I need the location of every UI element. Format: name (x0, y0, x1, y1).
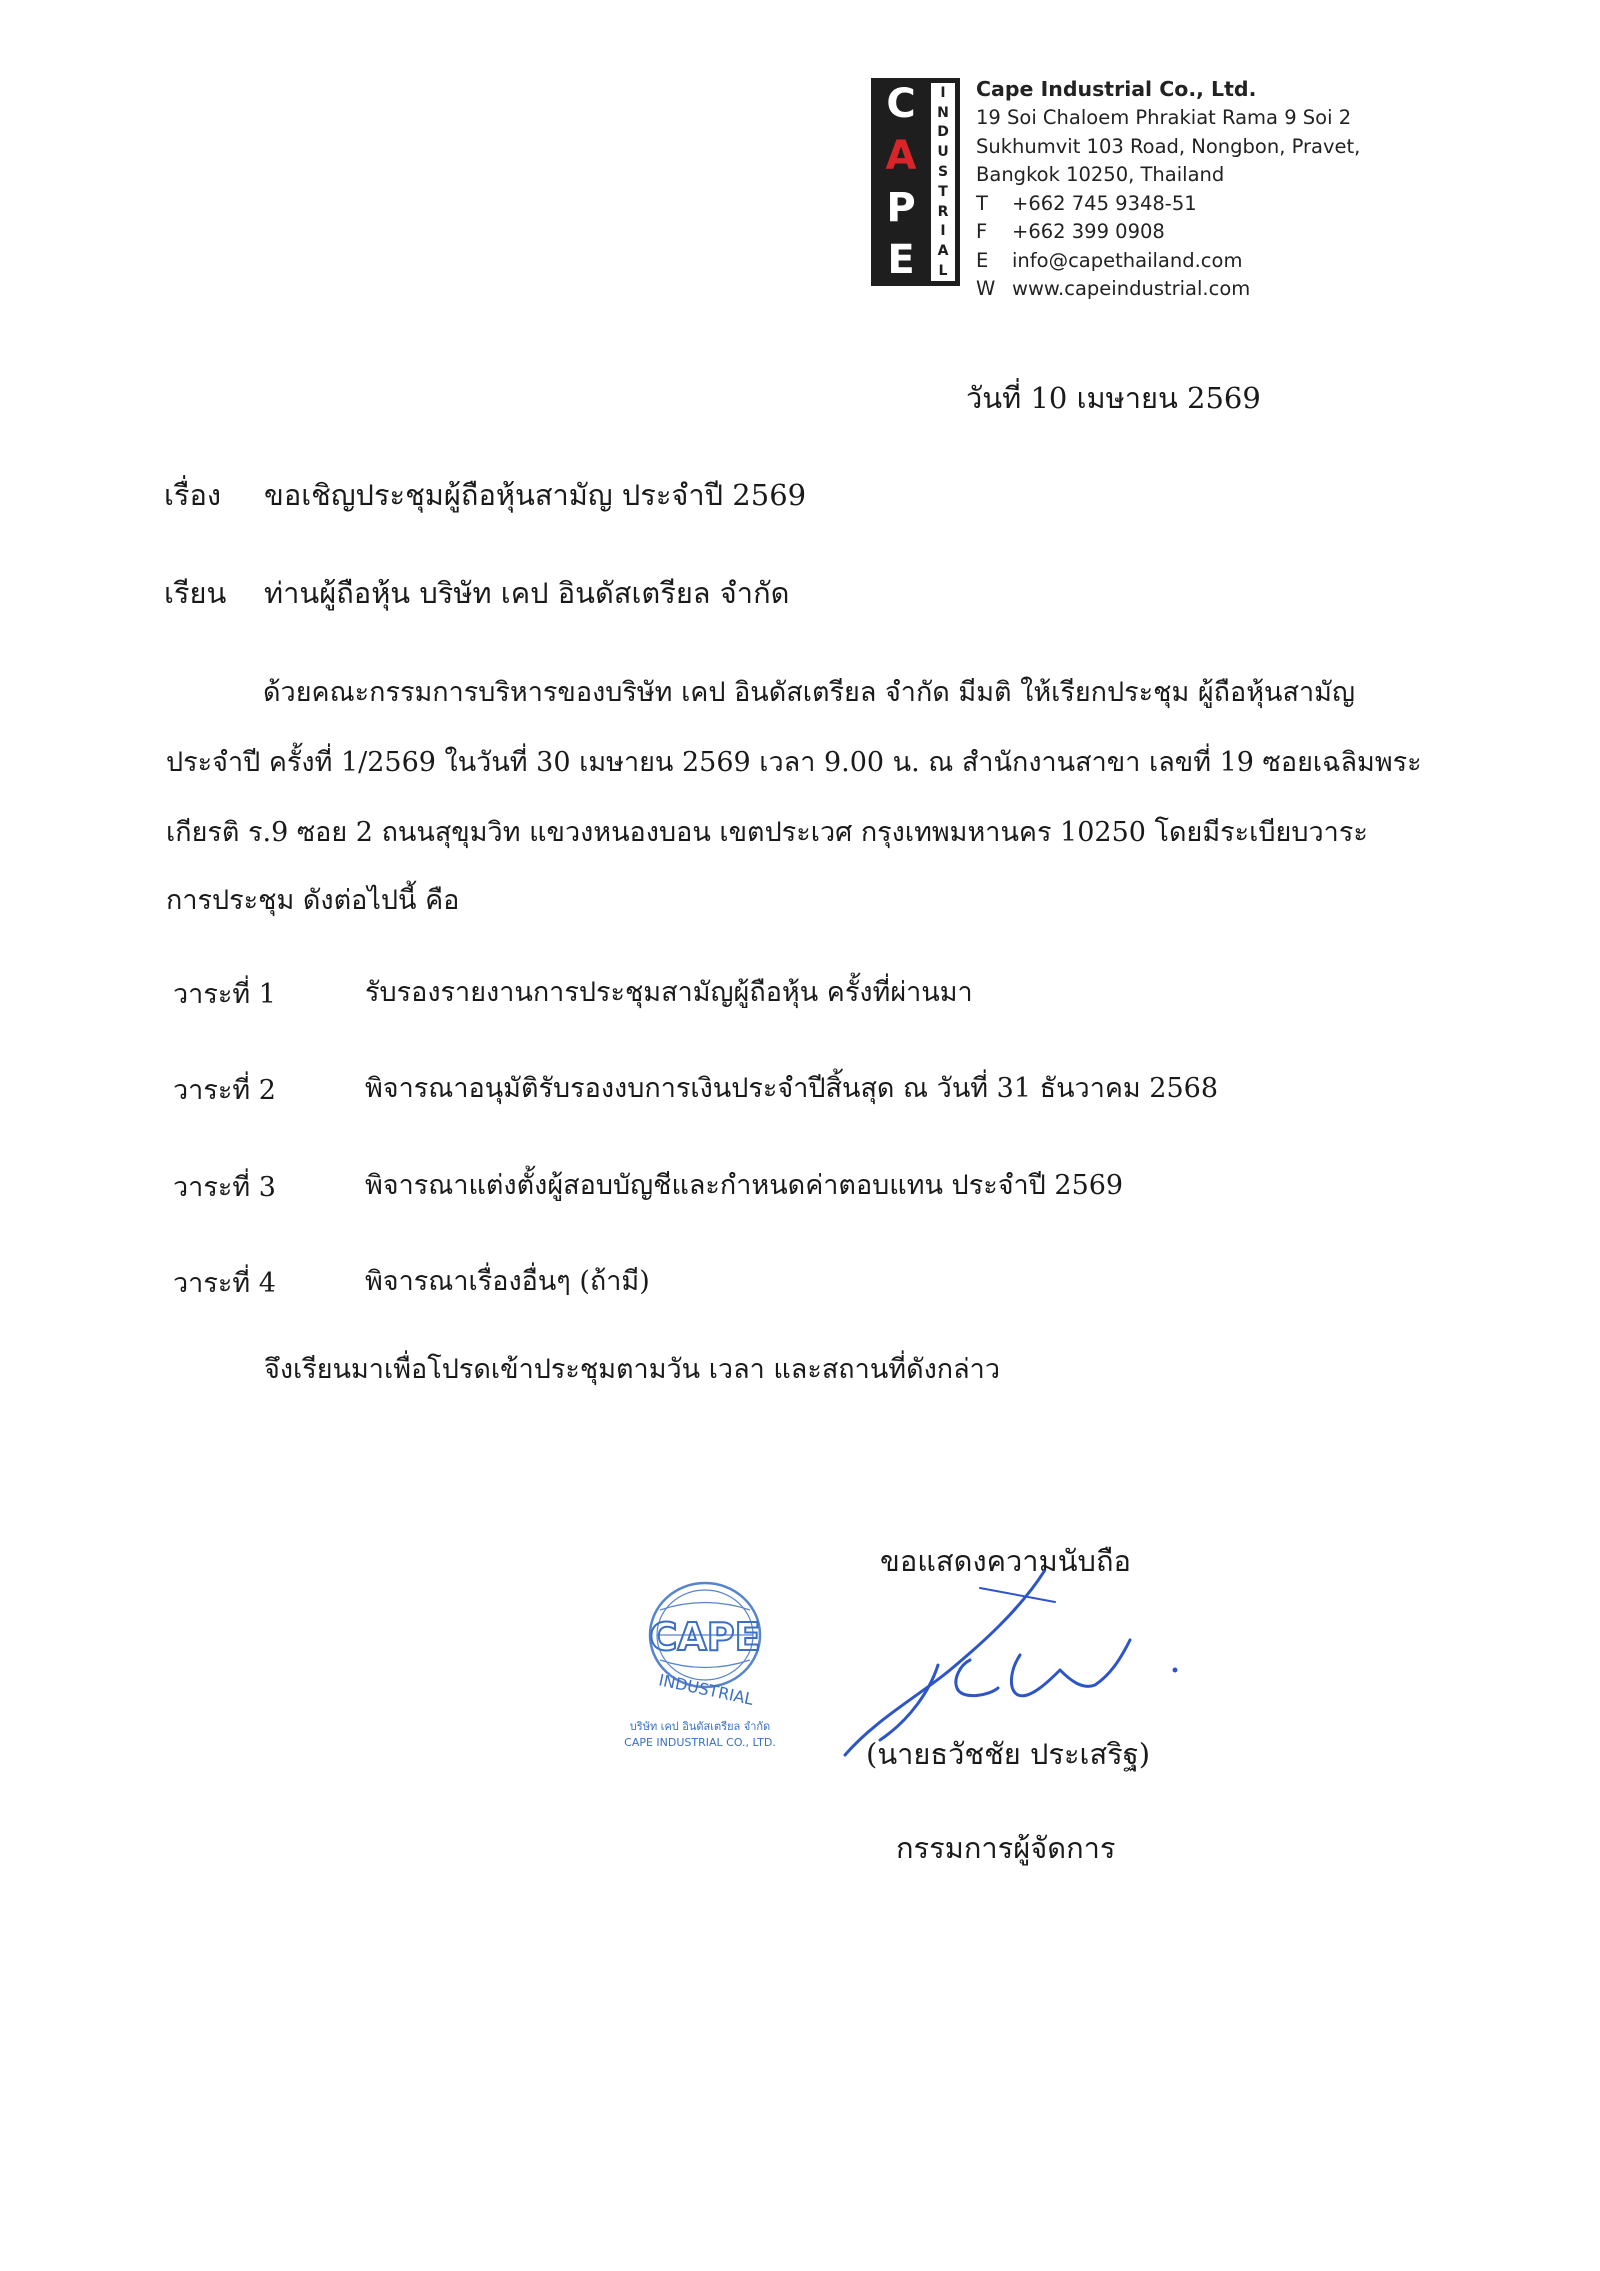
address-line-2: Sukhumvit 103 Road, Nongbon, Pravet, (976, 134, 1361, 158)
body-line: ด้วยคณะกรรมการบริหารของบริษัท เคป อินดัสเตรียล จำกัด มีมติ ให้เรียกประชุม ผู้ถือหุ้นสามัญ (263, 677, 1355, 708)
subject-label: เรื่อง (164, 478, 222, 512)
regards-text: ขอแสดงความนับถือ (880, 1544, 1131, 1578)
subject-text: ขอเชิญประชุมผู้ถือหุ้นสามัญ ประจำปี 2569 (264, 478, 807, 512)
signer-name: (นายธวัชชัย ประเสริฐ) (866, 1737, 1151, 1771)
company-name: Cape Industrial Co., Ltd. (976, 77, 1257, 101)
contact-fax (976, 218, 1396, 247)
agenda-text: พิจารณาแต่งตั้งผู้สอบบัญชีและกำหนดค่าตอบแทน ประจำปี 2569 (365, 1170, 1124, 1201)
seal-thai-line: บริษัท เคป อินดัสเตรียล จำกัด (629, 1720, 771, 1733)
logo-letter-p: P (886, 185, 916, 231)
body-line: การประชุม ดังต่อไปนี้ คือ (166, 885, 460, 916)
address-line-1: 19 Soi Chaloem Phrakiat Rama 9 Soi 2 (976, 106, 1352, 129)
logo-industrial-strip (931, 83, 955, 281)
logo-strip-letter: I (940, 223, 946, 240)
contact-label: T (976, 191, 988, 215)
agenda-text: พิจารณาเรื่องอื่นๆ (ถ้ามี) (365, 1266, 650, 1297)
logo-letters (871, 78, 931, 286)
logo-strip-letter: T (938, 183, 948, 200)
logo-strip-letter: U (937, 144, 949, 161)
contact-label: F (976, 220, 988, 243)
company-seal (600, 1570, 810, 1770)
contact-email (976, 247, 1396, 276)
contact-value: info@capethailand.com (1012, 248, 1243, 272)
contact-website (976, 275, 1396, 304)
agenda-text: รับรองรายงานการประชุมสามัญผู้ถือหุ้น ครั้งที่ผ่านมา (365, 977, 973, 1008)
logo-letter-e: E (887, 237, 915, 283)
signer-title: กรรมการผู้จัดการ (896, 1831, 1116, 1865)
logo-strip-letter: N (937, 104, 949, 121)
contact-value: +662 399 0908 (1012, 220, 1165, 243)
contact-label: W (976, 277, 996, 300)
to-text: ท่านผู้ถือหุ้น บริษัท เคป อินดัสเตรียล จำกัด (264, 576, 790, 610)
agenda-text: พิจารณาอนุมัติรับรองงบการเงินประจำปีสิ้นสุด ณ วันที่ 31 ธันวาคม 2568 (365, 1073, 1219, 1104)
contact-value: +662 745 9348-51 (1012, 191, 1197, 215)
logo-strip-letter: I (940, 84, 946, 101)
logo-strip-letter: D (937, 124, 949, 141)
seal-letters: CAPE (649, 1615, 761, 1659)
company-address-block (976, 74, 1396, 304)
contact-label: E (976, 248, 989, 272)
contact-phone (976, 190, 1396, 219)
body-line: เกียรติ ร.9 ซอย 2 ถนนสุขุมวิท แขวงหนองบอน เขตประเวศ กรุงเทพมหานคร 10250 โดยมีระเบียบวาระ (166, 817, 1368, 848)
company-logo (871, 78, 960, 286)
agenda-label: วาระที่ 1 (173, 979, 276, 1010)
agenda-label: วาระที่ 4 (173, 1268, 276, 1299)
logo-strip-letter: R (937, 203, 949, 220)
logo-strip-letter: L (938, 263, 948, 280)
seal-arc-text: INDUSTRIAL (657, 1670, 756, 1709)
to-label: เรียน (164, 576, 227, 610)
address-line-3: Bangkok 10250, Thailand (976, 163, 1225, 186)
agenda-label: วาระที่ 3 (173, 1172, 276, 1203)
logo-letter-c: C (886, 81, 916, 127)
logo-letter-a: A (885, 133, 917, 179)
contact-value: www.capeindustrial.com (1012, 277, 1251, 300)
agenda-label: วาระที่ 2 (173, 1075, 276, 1106)
seal-english-line: CAPE INDUSTRIAL CO., LTD. (624, 1736, 776, 1749)
logo-strip-letter: S (937, 164, 949, 181)
closing-line: จึงเรียนมาเพื่อโปรดเข้าประชุมตามวัน เวลา และสถานที่ดังกล่าว (264, 1354, 1001, 1385)
logo-strip-letter: A (937, 243, 949, 260)
letter-date: วันที่ 10 เมษายน 2569 (966, 381, 1261, 415)
body-line: ประจำปี ครั้งที่ 1/2569 ในวันที่ 30 เมษายน 2569 เวลา 9.00 น. ณ สำนักงานสาขา เลขที่ 19 ซอยเฉลิมพระ (166, 747, 1422, 778)
